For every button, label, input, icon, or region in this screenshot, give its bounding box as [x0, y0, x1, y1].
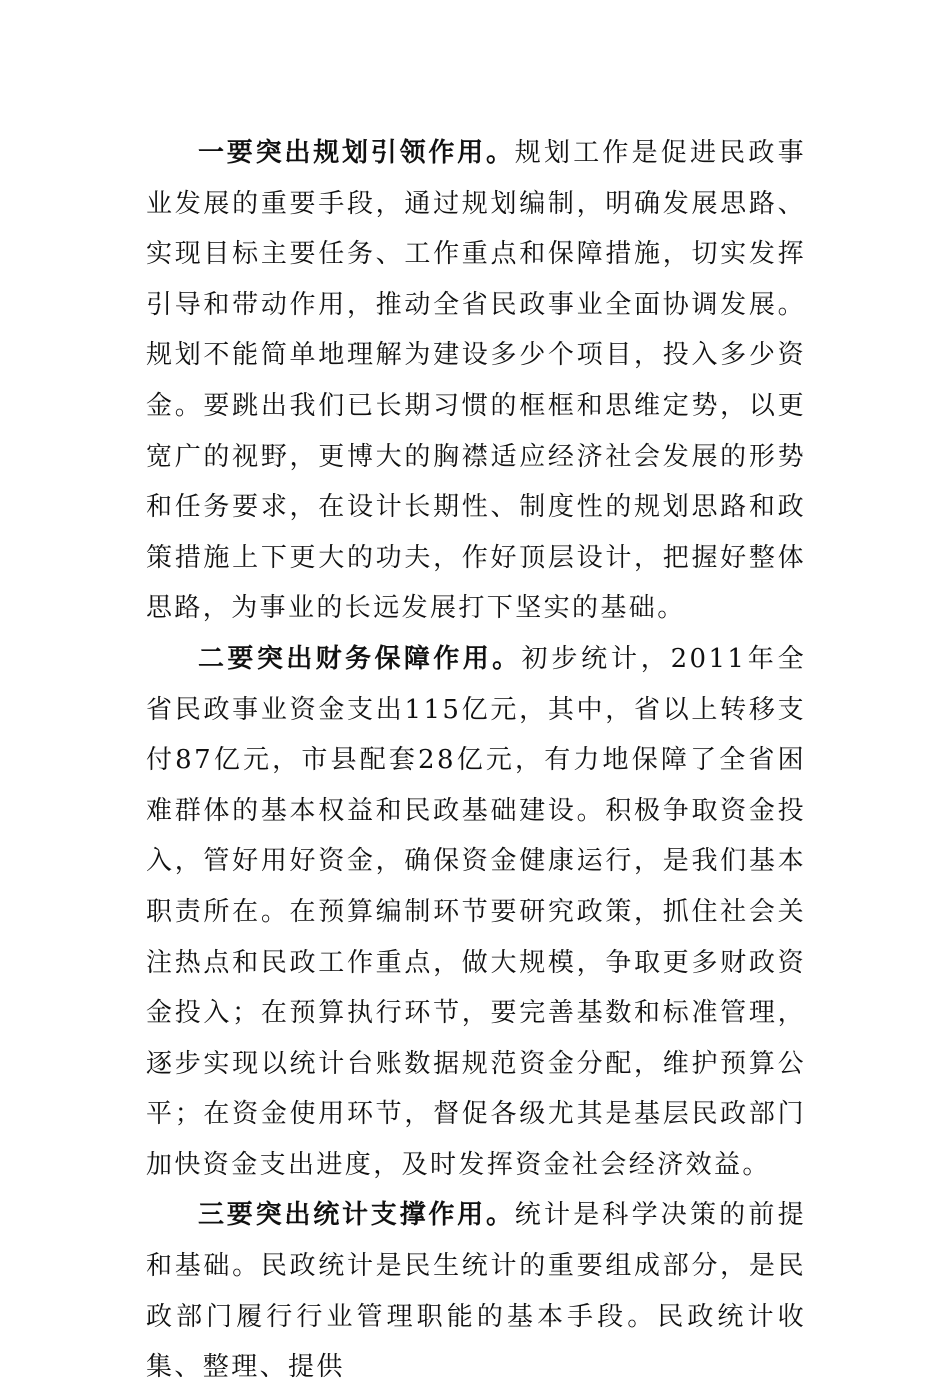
paragraph-heading: 三要突出统计支撑作用。	[198, 1200, 515, 1231]
paragraph-text: 初步统计，2011年全省民政事业资金支出115亿元，其中，省以上转移支付87亿元，市县配套28亿元，有力地保障了全省困难群体的基本权益和民政基础建设。积极争取资金投入，管好用好资金，确保资金健康运行，是我们基本职责所在。在预算编制环节要研究政策，抓住社会关注热点和民政工作重点，做大规模，争取更多财政资金投入；在预算执行环节，要完善基数和标准管理，逐步实现以统计台账数据规范资金分配，维护预算公平；在资金使用环节，督促各级尤其是基层民政部门加快资金支出进度，及时发挥资金社会经济效益。	[146, 643, 806, 1180]
paragraph-text: 统计是科学决策的前提和基础。民政统计是民生统计的重要组成部分，是民政部门履行行业管理职能的基本手段。民政统计收集、整理、提供	[146, 1200, 806, 1383]
paragraph-text: 规划工作是促进民政事业发展的重要手段，通过规划编制，明确发展思路、实现目标主要任务、工作重点和保障措施，切实发挥引导和带动作用，推动全省民政事业全面协调发展。规划不能简单地理解为建设多少个项目，投入多少资金。要跳出我们已长期习惯的框框和思维定势，以更宽广的视野，更博大的胸襟适应经济社会发展的形势和任务要求，在设计长期性、制度性的规划思路和政策措施上下更大的功夫，作好顶层设计，把握好整体思路，为事业的长远发展打下坚实的基础。	[146, 138, 806, 624]
paragraph-finance	[146, 634, 806, 1191]
paragraph-heading: 二要突出财务保障作用。	[198, 643, 522, 674]
document-body	[146, 128, 806, 1393]
paragraph-statistics	[146, 1190, 806, 1392]
paragraph-planning	[146, 128, 806, 634]
paragraph-heading: 一要突出规划引领作用。	[198, 138, 515, 168]
